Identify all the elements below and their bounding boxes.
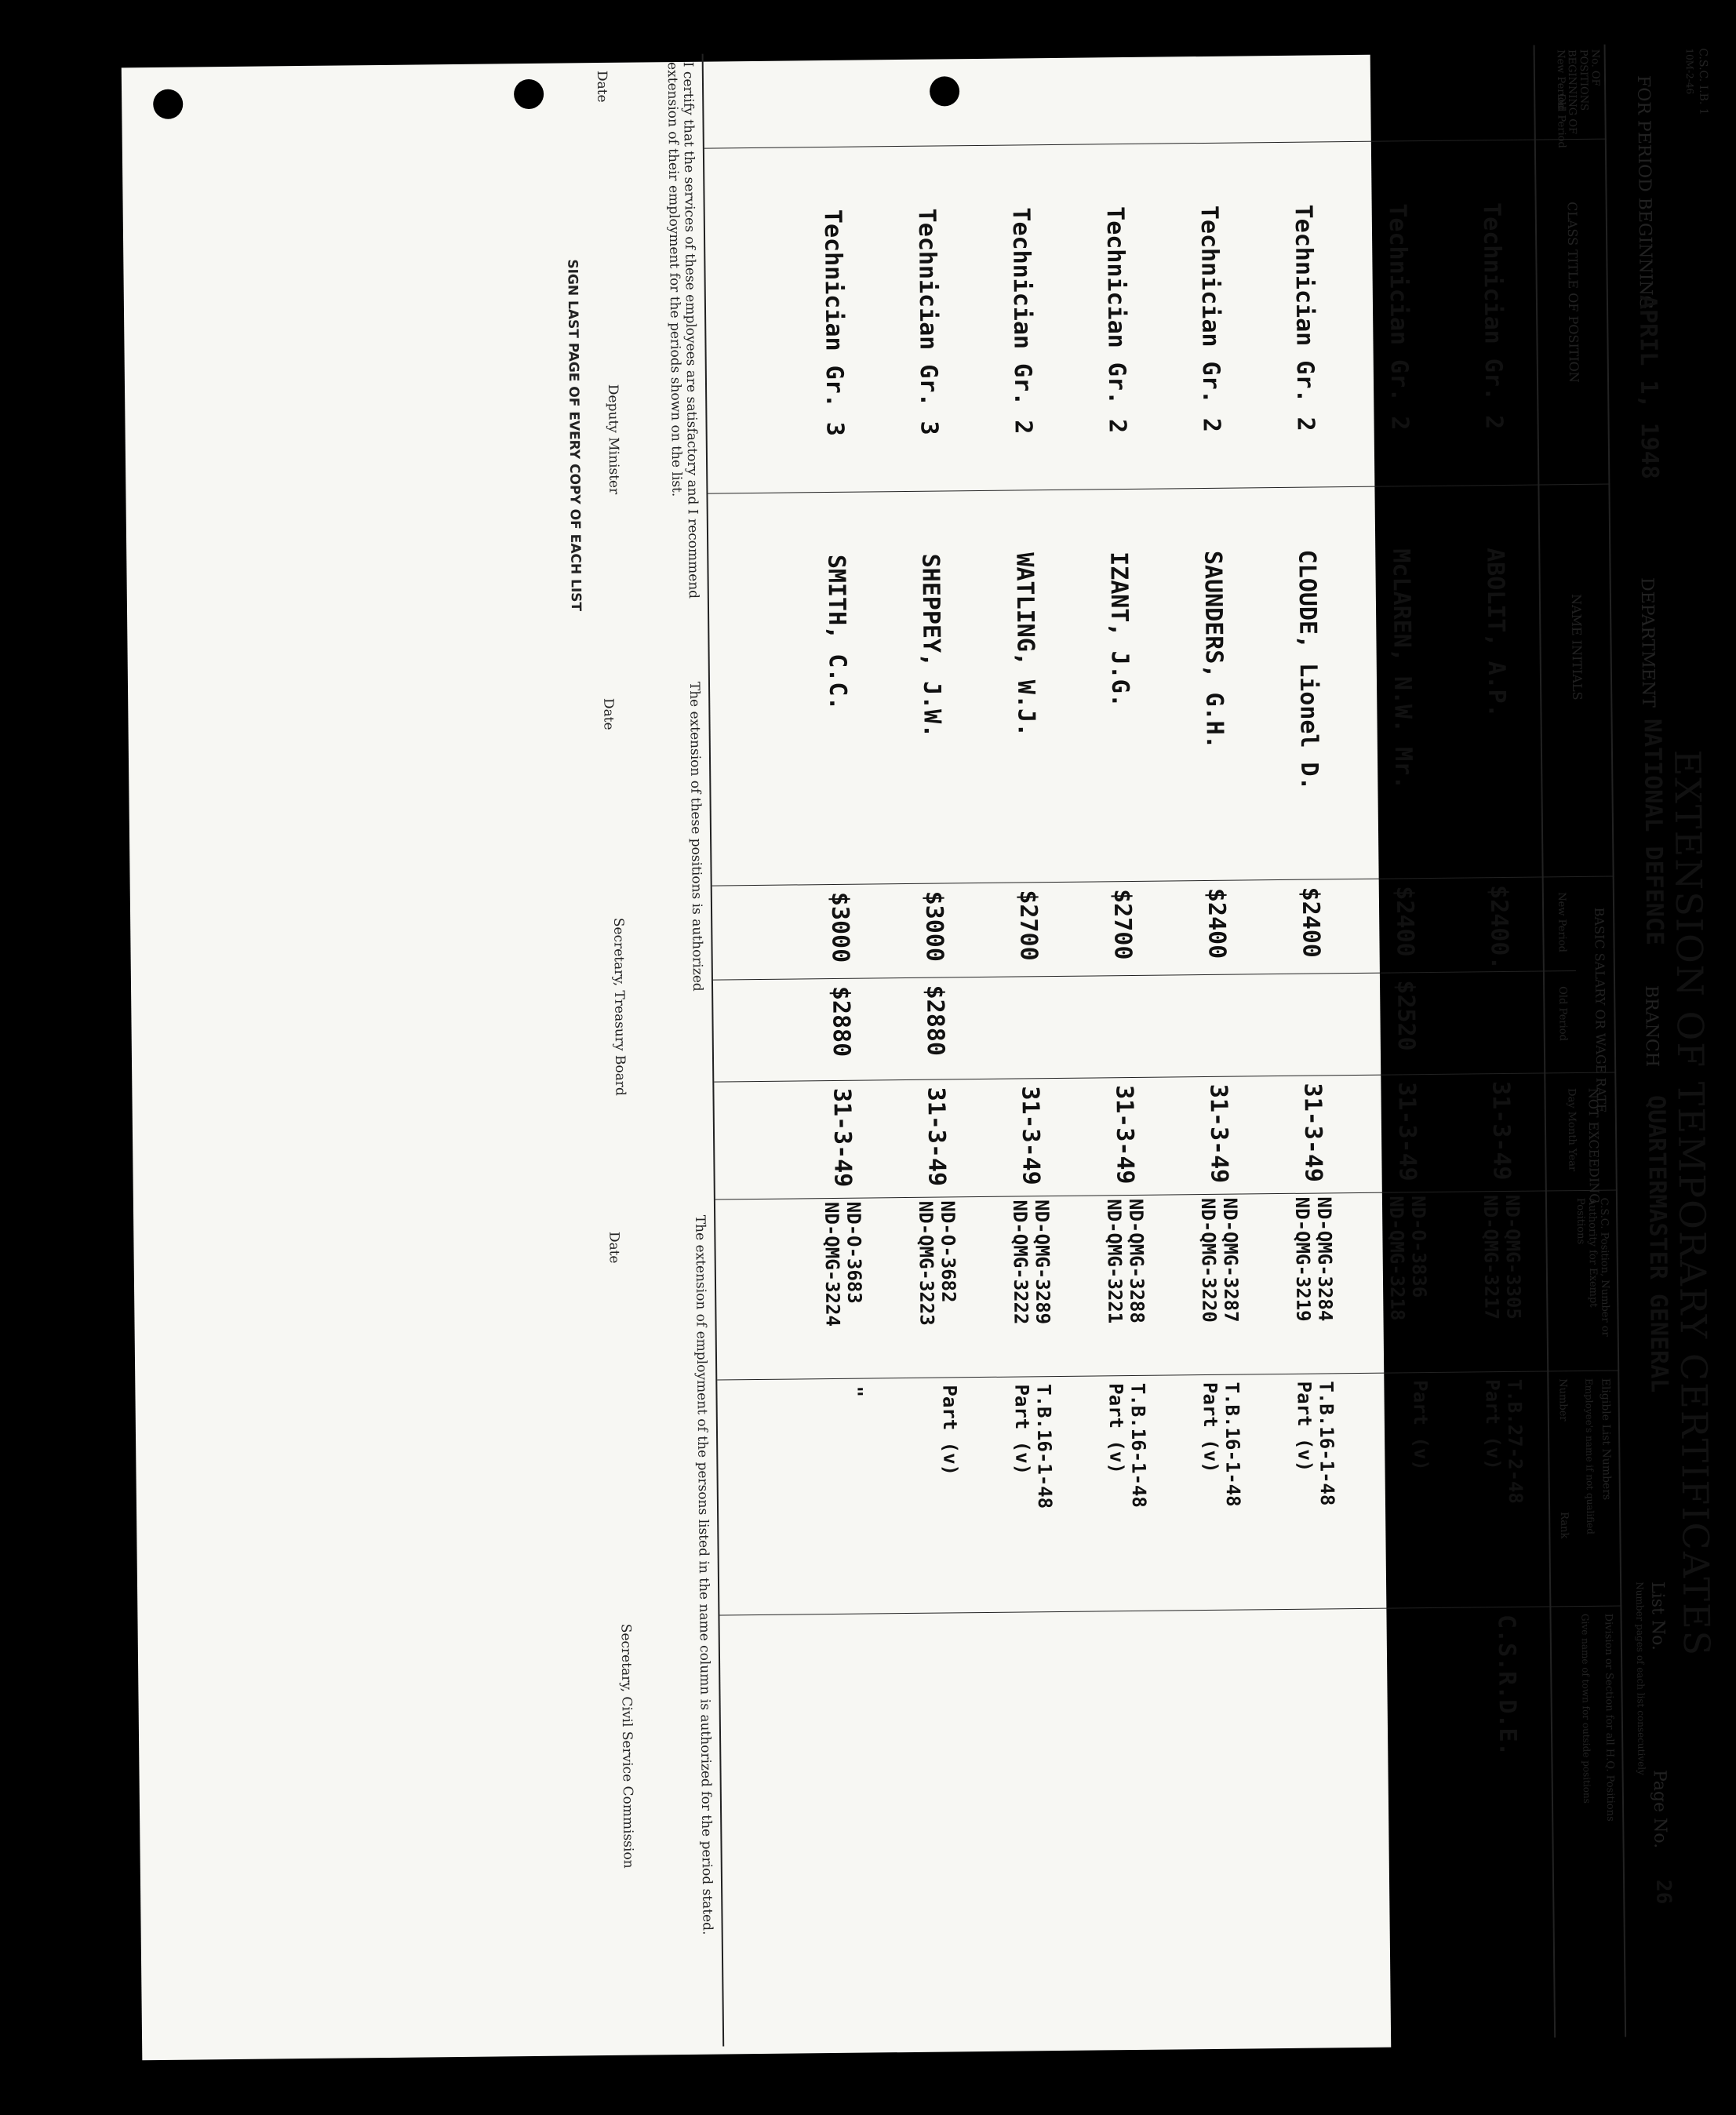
row-not-exceeding: 31-3-49: [828, 1087, 857, 1188]
form-code: C.S.C. I.B. 1: [1696, 48, 1710, 115]
row: [1049, 49, 1156, 2043]
row-name: WATLING, W.J.: [1010, 552, 1040, 737]
row-salary-old: $2880: [827, 985, 855, 1058]
row-not-exceeding: 31-3-49: [1487, 1080, 1516, 1181]
department-value: NATIONAL DEFENCE: [1638, 718, 1669, 946]
header-csc-position: C.S.C. Position, Number or Authority for Exempt Positions: [1574, 1197, 1611, 1337]
date-label: Date: [600, 697, 617, 730]
row-class-title: Technician Gr. 3: [818, 209, 849, 437]
secretary-treasury-label: Secretary, Treasury Board: [610, 917, 628, 1096]
row-not-exceeding: 31-3-49: [1110, 1084, 1139, 1185]
punch-hole-top: [153, 89, 183, 119]
header-division: Division or Section for all H.Q. Positions: [1602, 1613, 1617, 1822]
row-name: SHEPPEY, J.W.: [916, 553, 946, 738]
row-salary-new: $2700: [1014, 890, 1043, 961]
branch-label: BRANCH: [1641, 985, 1662, 1068]
row-not-exceeding: 31-3-49: [1204, 1083, 1233, 1184]
row-not-exceeding: 31-3-49: [922, 1087, 951, 1187]
row-class-title: Technician Gr. 2: [1289, 204, 1319, 431]
row-salary-old: $2880: [921, 985, 949, 1057]
header-name: NAME INITIALS: [1568, 593, 1585, 701]
row-salary-old: $2520: [1392, 980, 1420, 1051]
number-pages-note: Number pages of each list consecutively: [1634, 1582, 1647, 1775]
row-salary-new: $2400.: [1484, 884, 1513, 970]
row-eligible: Part (v): [1409, 1380, 1432, 1471]
row-class-title: Technician Gr. 2: [1101, 206, 1131, 434]
page-no-value: 26: [1651, 1879, 1676, 1905]
secretary-csc-label: Secretary, Civil Service Commission: [617, 1623, 636, 1869]
header-new-period: New Period: [1554, 49, 1567, 110]
header-old-period: Old Period: [1555, 93, 1567, 148]
header-rank: Rank: [1558, 1512, 1570, 1539]
header-salary-old: Old Period: [1556, 986, 1569, 1041]
form-title: EXTENSION OF TEMPORARY CERTIFICATES: [1665, 749, 1719, 1658]
row: [1143, 49, 1250, 2042]
row: [1331, 46, 1439, 2040]
row-salary-new: $2700: [1108, 888, 1137, 960]
row-position: ND-O-3683 ND-QMG-3224: [820, 1201, 866, 1327]
row-position: ND-O-3836 ND-QMG-3218: [1385, 1196, 1431, 1321]
row-position: ND-O-3682 ND-QMG-3223: [914, 1200, 960, 1326]
row-position: ND-QMG-3287 ND-QMG-3220: [1196, 1197, 1243, 1323]
row-position: ND-QMG-3284 ND-QMG-3219: [1290, 1196, 1337, 1322]
row: [955, 50, 1062, 2044]
date-label: Date: [606, 1231, 622, 1264]
row-salary-new: $2400: [1390, 886, 1419, 957]
row-name: SMITH, C.C.: [822, 554, 852, 711]
row-position: ND-QMG-3288 ND-QMG-3221: [1102, 1198, 1148, 1324]
row-eligible: ": [844, 1385, 867, 1398]
period-label: FOR PERIOD BEGINNING: [1632, 75, 1656, 310]
row-not-exceeding: 31-3-49: [1016, 1086, 1045, 1185]
document-sheet: [122, 48, 1719, 2061]
form-code-sub: 10M-2-46: [1683, 48, 1696, 95]
deputy-minister-label: Deputy Minister: [605, 384, 622, 495]
row-class-title: Technician Gr. 2: [1383, 203, 1414, 431]
row-eligible: T.B.16-1-48 Part (v): [1010, 1384, 1057, 1509]
header-salary-new: New Period: [1555, 892, 1568, 953]
row-not-exceeding: 31-3-49: [1392, 1082, 1421, 1181]
page-no-label: Page No.: [1649, 1769, 1670, 1849]
row-class-title: Technician Gr. 2: [1195, 205, 1225, 433]
row: [1425, 46, 1533, 2039]
row-class-title: Technician Gr. 2: [1477, 202, 1508, 430]
row-not-exceeding: 31-3-49: [1298, 1083, 1327, 1183]
row-name: ABOLIT, A.P.: [1481, 547, 1511, 719]
row-class-title: Technician Gr. 2: [1006, 207, 1037, 435]
row-class-title: Technician Gr. 3: [912, 208, 943, 435]
header-positions: No. OF POSITIONS BEGINNING OF: [1565, 49, 1602, 135]
header-class-title: CLASS TITLE OF POSITION: [1564, 201, 1582, 383]
row: [766, 53, 874, 2046]
header-not-exceeding: NOT EXCEEDING: [1585, 1087, 1603, 1204]
row-salary-new: $2400: [1296, 886, 1325, 959]
date-label: Date: [593, 70, 610, 103]
header-not-exceeding-sub: Day Month Year: [1565, 1088, 1578, 1172]
period-value: APRIL 1, 1948: [1633, 294, 1664, 480]
row-eligible: T.B.16-1-48 Part (v): [1105, 1382, 1151, 1509]
row-division: C.S.R.D.E.: [1492, 1614, 1522, 1756]
row-position: ND-QMG-3289 ND-QMG-3222: [1008, 1199, 1054, 1325]
header-eligible: Eligible List Numbers: [1599, 1378, 1613, 1501]
header-eligible-sub: Employee's name if not qualified: [1583, 1378, 1596, 1535]
row-name: CLOUDE, Lionel D.: [1293, 549, 1323, 791]
row-name: McLAREN, N.W. Mr.: [1387, 548, 1418, 790]
row-eligible: Part (v): [938, 1385, 962, 1476]
certify-text: I certify that the services of these employees are satisfactory and I recommend extension of their employment for the periods shown on the list.: [664, 61, 701, 599]
row-salary-new: $3000: [919, 890, 948, 963]
row-eligible: T.B.16-1-48 Part (v): [1199, 1381, 1245, 1507]
sign-note: SIGN LAST PAGE OF EVERY COPY OF EACH LIST: [564, 259, 584, 612]
branch-value: QUARTERMASTER GENERAL: [1642, 1094, 1673, 1393]
row-salary-new: $2400: [1202, 887, 1231, 959]
extension-employment-text: The extension of employment of the persons listed in the name column is authorized for the period stated.: [692, 1214, 715, 1935]
row-name: SAUNDERS, G.H.: [1199, 550, 1228, 749]
row-name: IZANT, J.G.: [1105, 551, 1134, 708]
header-salary: BASIC SALARY OR WAGE RATE: [1592, 907, 1609, 1113]
list-no-label: List No.: [1647, 1581, 1668, 1651]
header-division-sub: Give name of town for outside positions: [1579, 1613, 1593, 1804]
row-salary-new: $3000: [825, 891, 854, 963]
row-eligible: T.B.27-2-48 Part (v): [1481, 1378, 1527, 1504]
authorized-text: The extension of these positions is authorized: [686, 681, 706, 992]
header-number: Number: [1556, 1378, 1569, 1422]
row: [1237, 47, 1345, 2040]
row-eligible: T.B.16-1-48 Part (v): [1293, 1381, 1339, 1506]
row: [861, 51, 968, 2044]
row-position: ND-QMG-3305 ND-QMG-3217: [1479, 1194, 1525, 1320]
rotated-form: [523, 43, 1736, 2048]
header-bottom-rule: [1534, 46, 1556, 2038]
department-label: DEPARTMENT: [1636, 577, 1658, 708]
